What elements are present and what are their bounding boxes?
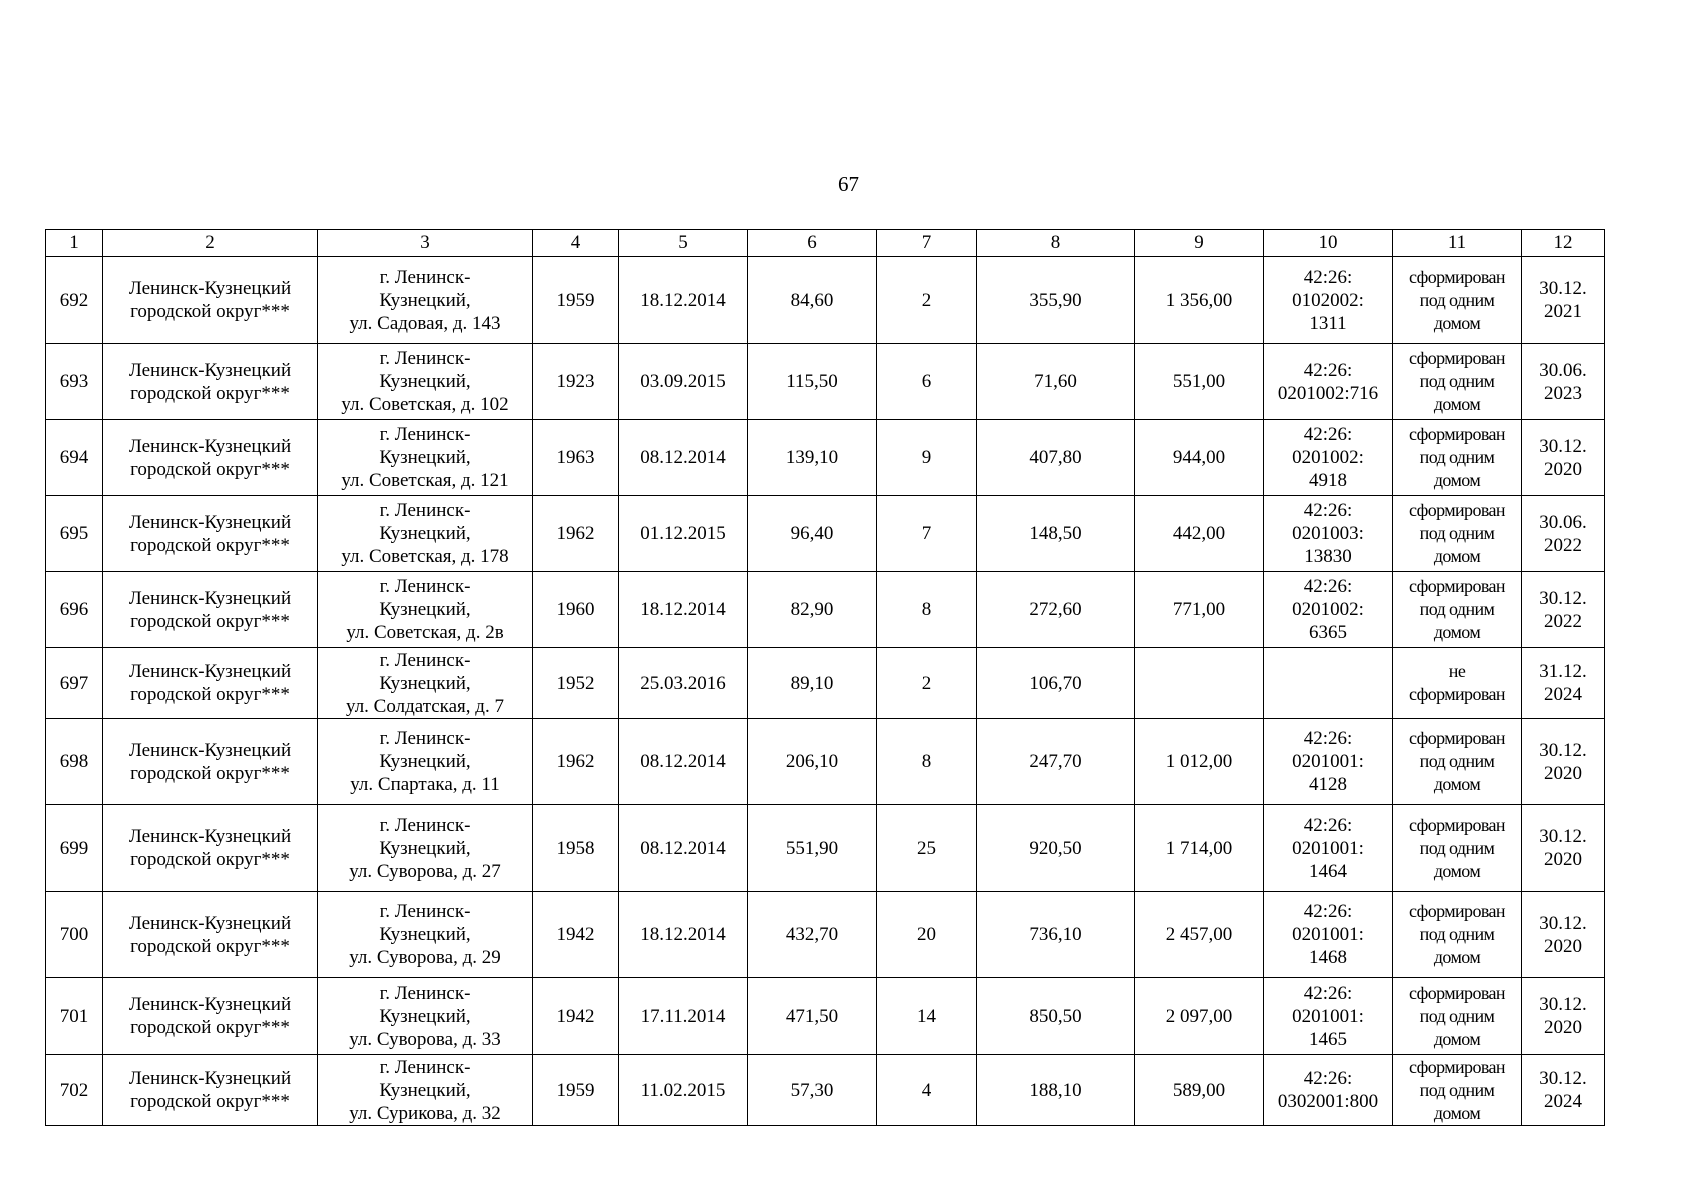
row-number-cell: 698 xyxy=(46,719,103,805)
column-8-cell: 188,10 xyxy=(977,1055,1135,1126)
column-6-cell: 84,60 xyxy=(748,257,877,344)
table-row xyxy=(46,496,1605,572)
municipality-cell-line: городской округ*** xyxy=(130,849,290,870)
land-status-cell xyxy=(1393,805,1522,892)
cadastral-number-cell xyxy=(1264,648,1393,719)
row-number-cell: 695 xyxy=(46,496,103,572)
land-status-cell-line: домом xyxy=(1433,312,1481,333)
cadastral-number-cell-line: 13830 xyxy=(1304,546,1352,567)
cadastral-number-cell-line: 42:26: xyxy=(1303,982,1353,1004)
address-cell-line: Кузнецкий, xyxy=(379,371,471,392)
year-cell: 1942 xyxy=(533,978,619,1055)
address-cell-line: г. Ленинск- xyxy=(379,576,471,597)
column-9-cell xyxy=(1135,648,1264,719)
land-status-cell-line: под одним xyxy=(1419,371,1495,391)
land-status-cell-line: сформирован xyxy=(1409,684,1505,704)
table-row xyxy=(46,978,1605,1055)
address-cell xyxy=(318,719,533,805)
address-cell xyxy=(318,257,533,344)
land-status-cell-line: домом xyxy=(1433,860,1481,881)
cadastral-number-cell xyxy=(1264,805,1393,892)
land-status-cell-line: сформирован xyxy=(1409,266,1505,287)
deadline-cell xyxy=(1522,1055,1605,1126)
column-9-cell: 1 714,00 xyxy=(1135,805,1264,892)
column-8-cell: 850,50 xyxy=(977,978,1135,1055)
address-cell-line: ул. Советская, д. 102 xyxy=(341,394,509,415)
column-7-cell: 6 xyxy=(877,344,977,420)
deadline-cell xyxy=(1522,719,1605,805)
cadastral-number-cell-line: 0201001: xyxy=(1292,751,1364,772)
date-cell: 03.09.2015 xyxy=(619,344,748,420)
municipality-cell xyxy=(103,1055,318,1126)
municipality-cell-line: Ленинск-Кузнецкий xyxy=(128,359,292,381)
table-body xyxy=(46,230,1605,1126)
deadline-cell-line: 30.12. xyxy=(1539,587,1587,609)
column-number-cell: 12 xyxy=(1522,230,1605,257)
land-status-cell-line: домом xyxy=(1433,546,1481,566)
municipality-cell-line: Ленинск-Кузнецкий xyxy=(128,511,292,533)
column-9-cell: 551,00 xyxy=(1135,344,1264,420)
column-7-cell: 7 xyxy=(877,496,977,572)
column-8-cell: 272,60 xyxy=(977,572,1135,648)
table-row xyxy=(46,892,1605,978)
land-status-cell-line: сформирован xyxy=(1409,728,1505,748)
land-status-cell-line: под одним xyxy=(1419,599,1495,619)
column-number-cell: 7 xyxy=(877,230,977,257)
municipality-cell xyxy=(103,257,318,344)
land-status-cell xyxy=(1393,648,1522,719)
municipality-cell xyxy=(103,572,318,648)
column-number-cell: 4 xyxy=(533,230,619,257)
municipality-cell xyxy=(103,892,318,978)
deadline-cell-line: 30.12. xyxy=(1539,739,1587,761)
column-6-cell: 115,50 xyxy=(748,344,877,420)
land-status-cell-line: сформирован xyxy=(1409,500,1505,520)
deadline-cell-line: 30.06. xyxy=(1539,511,1587,533)
address-cell xyxy=(318,648,533,719)
land-status-cell xyxy=(1393,257,1522,344)
cadastral-number-cell-line: 42:26: xyxy=(1303,359,1353,381)
date-cell: 08.12.2014 xyxy=(619,420,748,496)
column-number-cell: 2 xyxy=(103,230,318,257)
cadastral-number-cell-line: 1468 xyxy=(1309,947,1347,968)
row-number-cell: 699 xyxy=(46,805,103,892)
municipality-cell xyxy=(103,420,318,496)
land-status-cell-line: сформирован xyxy=(1409,982,1505,1003)
deadline-cell-line: 30.12. xyxy=(1539,826,1587,847)
land-status-cell-line: сформирован xyxy=(1409,424,1505,444)
column-7-cell: 20 xyxy=(877,892,977,978)
cadastral-number-cell xyxy=(1264,496,1393,572)
cadastral-number-cell-line: 1311 xyxy=(1309,312,1347,334)
date-cell: 18.12.2014 xyxy=(619,572,748,648)
cadastral-number-cell xyxy=(1264,257,1393,344)
column-7-cell: 2 xyxy=(877,648,977,719)
year-cell: 1963 xyxy=(533,420,619,496)
land-status-cell-line: домом xyxy=(1433,394,1481,414)
cadastral-number-cell-line: 42:26: xyxy=(1303,728,1353,749)
address-cell-line: Кузнецкий, xyxy=(379,672,471,694)
date-cell: 11.02.2015 xyxy=(619,1055,748,1126)
land-status-cell-line: под одним xyxy=(1419,1079,1495,1100)
cadastral-number-cell-line: 0201001: xyxy=(1292,924,1364,945)
deadline-cell-line: 30.12. xyxy=(1539,1068,1587,1089)
land-status-cell xyxy=(1393,892,1522,978)
address-cell xyxy=(318,572,533,648)
address-cell xyxy=(318,420,533,496)
address-cell xyxy=(318,805,533,892)
housing-register-table xyxy=(45,229,1605,1126)
deadline-cell xyxy=(1522,648,1605,719)
cadastral-number-cell-line: 0201002: xyxy=(1292,599,1364,620)
column-number-cell: 3 xyxy=(318,230,533,257)
address-cell xyxy=(318,1055,533,1126)
cadastral-number-cell xyxy=(1264,892,1393,978)
address-cell-line: ул. Солдатская, д. 7 xyxy=(346,695,504,717)
land-status-cell xyxy=(1393,1055,1522,1126)
municipality-cell-line: городской округ*** xyxy=(130,1017,290,1038)
column-number-cell: 6 xyxy=(748,230,877,257)
year-cell: 1960 xyxy=(533,572,619,648)
column-6-cell: 57,30 xyxy=(748,1055,877,1126)
land-status-cell-line: сформирован xyxy=(1409,348,1505,368)
column-8-cell: 148,50 xyxy=(977,496,1135,572)
deadline-cell-line: 2020 xyxy=(1544,458,1582,480)
cadastral-number-cell-line: 4918 xyxy=(1309,470,1347,491)
land-status-cell-line: сформирован xyxy=(1409,814,1505,835)
column-7-cell: 2 xyxy=(877,257,977,344)
address-cell-line: г. Ленинск- xyxy=(379,348,471,369)
date-cell: 08.12.2014 xyxy=(619,719,748,805)
cadastral-number-cell-line: 42:26: xyxy=(1303,1068,1353,1089)
municipality-cell-line: Ленинск-Кузнецкий xyxy=(128,994,292,1015)
column-9-cell: 2 457,00 xyxy=(1135,892,1264,978)
cadastral-number-cell-line: 4128 xyxy=(1309,774,1347,795)
cadastral-number-cell-line: 42:26: xyxy=(1303,814,1353,836)
column-9-cell: 1 012,00 xyxy=(1135,719,1264,805)
land-status-cell xyxy=(1393,420,1522,496)
deadline-cell xyxy=(1522,978,1605,1055)
column-number-cell: 1 xyxy=(46,230,103,257)
land-status-cell xyxy=(1393,344,1522,420)
address-cell xyxy=(318,892,533,978)
table-row xyxy=(46,257,1605,344)
date-cell: 18.12.2014 xyxy=(619,257,748,344)
cadastral-number-cell xyxy=(1264,420,1393,496)
column-number-cell: 8 xyxy=(977,230,1135,257)
row-number-cell: 702 xyxy=(46,1055,103,1126)
address-cell-line: г. Ленинск- xyxy=(379,728,471,749)
land-status-cell-line: под одним xyxy=(1419,523,1495,543)
address-cell-line: Кузнецкий, xyxy=(379,447,471,468)
address-cell-line: г. Ленинск- xyxy=(379,500,471,521)
land-status-cell-line: домом xyxy=(1433,1028,1481,1049)
deadline-cell xyxy=(1522,805,1605,892)
municipality-cell xyxy=(103,344,318,420)
column-number-cell: 9 xyxy=(1135,230,1264,257)
column-6-cell: 206,10 xyxy=(748,719,877,805)
municipality-cell-line: Ленинск-Кузнецкий xyxy=(128,912,292,934)
municipality-cell xyxy=(103,648,318,719)
column-9-cell: 589,00 xyxy=(1135,1055,1264,1126)
column-9-cell: 771,00 xyxy=(1135,572,1264,648)
municipality-cell-line: городской округ*** xyxy=(130,1091,290,1112)
column-8-cell: 736,10 xyxy=(977,892,1135,978)
year-cell: 1923 xyxy=(533,344,619,420)
municipality-cell-line: городской округ*** xyxy=(130,458,290,480)
cadastral-number-cell-line: 42:26: xyxy=(1303,424,1353,445)
row-number-cell: 696 xyxy=(46,572,103,648)
column-7-cell: 25 xyxy=(877,805,977,892)
address-cell-line: ул. Спартака, д. 11 xyxy=(350,774,500,795)
column-8-cell: 920,50 xyxy=(977,805,1135,892)
address-cell xyxy=(318,496,533,572)
row-number-cell: 692 xyxy=(46,257,103,344)
address-cell-line: Кузнецкий, xyxy=(379,837,471,859)
deadline-cell xyxy=(1522,344,1605,420)
column-6-cell: 551,90 xyxy=(748,805,877,892)
cadastral-number-cell-line: 42:26: xyxy=(1303,901,1353,922)
deadline-cell-line: 2021 xyxy=(1544,301,1582,322)
address-cell-line: Кузнецкий, xyxy=(379,599,471,620)
municipality-cell-line: городской округ*** xyxy=(130,301,290,322)
municipality-cell xyxy=(103,496,318,572)
year-cell: 1962 xyxy=(533,719,619,805)
cadastral-number-cell-line: 0201002: xyxy=(1292,447,1364,468)
cadastral-number-cell-line: 1465 xyxy=(1309,1028,1347,1050)
deadline-cell-line: 2020 xyxy=(1544,849,1582,870)
address-cell-line: г. Ленинск- xyxy=(379,1056,471,1078)
address-cell-line: г. Ленинск- xyxy=(379,982,471,1004)
cadastral-number-cell xyxy=(1264,978,1393,1055)
municipality-cell xyxy=(103,978,318,1055)
table-row xyxy=(46,420,1605,496)
land-status-cell-line: домом xyxy=(1433,622,1481,642)
cadastral-number-cell-line: 42:26: xyxy=(1303,576,1353,597)
deadline-cell xyxy=(1522,257,1605,344)
deadline-cell-line: 2020 xyxy=(1544,1017,1582,1038)
cadastral-number-cell xyxy=(1264,719,1393,805)
land-status-cell-line: под одним xyxy=(1419,447,1495,467)
address-cell-line: г. Ленинск- xyxy=(379,814,471,836)
deadline-cell xyxy=(1522,496,1605,572)
address-cell-line: Кузнецкий, xyxy=(379,751,471,772)
land-status-cell xyxy=(1393,978,1522,1055)
address-cell-line: г. Ленинск- xyxy=(379,424,471,445)
column-number-cell: 11 xyxy=(1393,230,1522,257)
address-cell-line: ул. Суворова, д. 29 xyxy=(349,947,501,968)
address-cell-line: Кузнецкий, xyxy=(379,1005,471,1027)
deadline-cell-line: 30.06. xyxy=(1539,359,1587,381)
column-7-cell: 8 xyxy=(877,719,977,805)
year-cell: 1942 xyxy=(533,892,619,978)
address-cell-line: г. Ленинск- xyxy=(379,266,471,288)
land-status-cell xyxy=(1393,496,1522,572)
cadastral-number-cell-line: 0201002:716 xyxy=(1277,382,1379,404)
column-7-cell: 8 xyxy=(877,572,977,648)
municipality-cell-line: Ленинск-Кузнецкий xyxy=(128,826,292,847)
column-6-cell: 139,10 xyxy=(748,420,877,496)
municipality-cell-line: Ленинск-Кузнецкий xyxy=(128,1068,292,1089)
address-cell-line: ул. Садовая, д. 143 xyxy=(349,312,501,334)
land-status-cell-line: под одним xyxy=(1419,751,1495,771)
cadastral-number-cell-line: 0201003: xyxy=(1292,523,1364,544)
column-8-cell: 407,80 xyxy=(977,420,1135,496)
land-status-cell-line: домом xyxy=(1433,774,1481,794)
municipality-cell xyxy=(103,719,318,805)
address-cell-line: ул. Советская, д. 2в xyxy=(346,622,504,643)
deadline-cell-line: 2022 xyxy=(1544,610,1582,632)
column-8-cell: 106,70 xyxy=(977,648,1135,719)
municipality-cell-line: Ленинск-Кузнецкий xyxy=(128,739,292,761)
year-cell: 1959 xyxy=(533,257,619,344)
cadastral-number-cell-line: 6365 xyxy=(1309,622,1347,643)
cadastral-number-cell xyxy=(1264,572,1393,648)
column-8-cell: 247,70 xyxy=(977,719,1135,805)
column-9-cell: 442,00 xyxy=(1135,496,1264,572)
municipality-cell-line: Ленинск-Кузнецкий xyxy=(128,587,292,609)
row-number-cell: 693 xyxy=(46,344,103,420)
land-status-cell-line: под одним xyxy=(1419,1005,1495,1026)
column-number-row xyxy=(46,230,1605,257)
year-cell: 1959 xyxy=(533,1055,619,1126)
address-cell-line: ул. Советская, д. 121 xyxy=(341,470,509,491)
column-8-cell: 71,60 xyxy=(977,344,1135,420)
land-status-cell xyxy=(1393,719,1522,805)
address-cell-line: Кузнецкий, xyxy=(379,523,471,544)
row-number-cell: 694 xyxy=(46,420,103,496)
table-row xyxy=(46,805,1605,892)
address-cell-line: ул. Суворова, д. 27 xyxy=(349,860,501,882)
land-status-cell-line: сформирован xyxy=(1409,576,1505,596)
column-6-cell: 89,10 xyxy=(748,648,877,719)
row-number-cell: 700 xyxy=(46,892,103,978)
address-cell-line: г. Ленинск- xyxy=(379,901,471,922)
column-number-cell: 10 xyxy=(1264,230,1393,257)
cadastral-number-cell-line: 42:26: xyxy=(1303,500,1353,521)
date-cell: 01.12.2015 xyxy=(619,496,748,572)
address-cell-line: Кузнецкий, xyxy=(379,289,471,311)
date-cell: 08.12.2014 xyxy=(619,805,748,892)
deadline-cell-line: 31.12. xyxy=(1539,661,1587,682)
address-cell-line: ул. Советская, д. 178 xyxy=(341,546,509,567)
address-cell-line: Кузнецкий, xyxy=(379,924,471,945)
address-cell xyxy=(318,344,533,420)
cadastral-number-cell xyxy=(1264,1055,1393,1126)
column-7-cell: 4 xyxy=(877,1055,977,1126)
cadastral-number-cell-line: 1464 xyxy=(1309,860,1347,882)
deadline-cell-line: 30.12. xyxy=(1539,994,1587,1015)
table-row xyxy=(46,1055,1605,1126)
deadline-cell-line: 30.12. xyxy=(1539,435,1587,457)
cadastral-number-cell-line: 0302001:800 xyxy=(1277,1091,1379,1112)
deadline-cell xyxy=(1522,572,1605,648)
land-status-cell-line: сформирован xyxy=(1409,1056,1505,1077)
cadastral-number-cell-line: 42:26: xyxy=(1303,266,1353,288)
column-7-cell: 9 xyxy=(877,420,977,496)
land-status-cell xyxy=(1393,572,1522,648)
deadline-cell-line: 30.12. xyxy=(1539,278,1587,299)
column-6-cell: 96,40 xyxy=(748,496,877,572)
municipality-cell xyxy=(103,805,318,892)
municipality-cell-line: городской округ*** xyxy=(130,762,290,784)
date-cell: 25.03.2016 xyxy=(619,648,748,719)
year-cell: 1958 xyxy=(533,805,619,892)
page-number: 67 xyxy=(838,172,859,196)
land-status-cell-line: домом xyxy=(1433,1102,1481,1123)
land-status-cell-line: сформирован xyxy=(1409,901,1505,921)
column-9-cell: 944,00 xyxy=(1135,420,1264,496)
column-6-cell: 471,50 xyxy=(748,978,877,1055)
land-status-cell-line: под одним xyxy=(1419,289,1495,310)
address-cell xyxy=(318,978,533,1055)
municipality-cell-line: городской округ*** xyxy=(130,935,290,957)
address-cell-line: Кузнецкий, xyxy=(379,1079,471,1101)
address-cell-line: ул. Сурикова, д. 32 xyxy=(349,1102,501,1124)
deadline-cell-line: 2020 xyxy=(1544,762,1582,784)
year-cell: 1952 xyxy=(533,648,619,719)
address-cell-line: ул. Суворова, д. 33 xyxy=(349,1028,501,1050)
column-number-cell: 5 xyxy=(619,230,748,257)
municipality-cell-line: городской округ*** xyxy=(130,684,290,705)
municipality-cell-line: Ленинск-Кузнецкий xyxy=(128,661,292,682)
table-row xyxy=(46,648,1605,719)
column-8-cell: 355,90 xyxy=(977,257,1135,344)
column-9-cell: 1 356,00 xyxy=(1135,257,1264,344)
column-6-cell: 432,70 xyxy=(748,892,877,978)
land-status-cell-line: домом xyxy=(1433,470,1481,490)
municipality-cell-line: Ленинск-Кузнецкий xyxy=(128,278,292,299)
year-cell: 1962 xyxy=(533,496,619,572)
municipality-cell-line: городской округ*** xyxy=(130,610,290,632)
column-6-cell: 82,90 xyxy=(748,572,877,648)
land-status-cell-line: под одним xyxy=(1419,837,1495,858)
cadastral-number-cell-line: 0102002: xyxy=(1292,289,1364,311)
date-cell: 17.11.2014 xyxy=(619,978,748,1055)
deadline-cell-line: 2020 xyxy=(1544,935,1582,957)
table-row xyxy=(46,572,1605,648)
land-status-cell-line: под одним xyxy=(1419,924,1495,944)
column-7-cell: 14 xyxy=(877,978,977,1055)
deadline-cell-line: 2024 xyxy=(1544,1091,1582,1112)
row-number-cell: 697 xyxy=(46,648,103,719)
municipality-cell-line: Ленинск-Кузнецкий xyxy=(128,435,292,457)
land-status-cell-line: домом xyxy=(1433,947,1481,967)
table-row xyxy=(46,719,1605,805)
cadastral-number-cell-line: 0201001: xyxy=(1292,1005,1364,1027)
municipality-cell-line: городской округ*** xyxy=(130,382,290,404)
table-row xyxy=(46,344,1605,420)
deadline-cell xyxy=(1522,892,1605,978)
date-cell: 18.12.2014 xyxy=(619,892,748,978)
deadline-cell xyxy=(1522,420,1605,496)
deadline-cell-line: 2022 xyxy=(1544,534,1582,556)
deadline-cell-line: 2023 xyxy=(1544,382,1582,404)
row-number-cell: 701 xyxy=(46,978,103,1055)
deadline-cell-line: 2024 xyxy=(1544,684,1582,705)
cadastral-number-cell xyxy=(1264,344,1393,420)
deadline-cell-line: 30.12. xyxy=(1539,912,1587,934)
municipality-cell-line: городской округ*** xyxy=(130,534,290,556)
land-status-cell-line: не xyxy=(1448,661,1466,681)
column-9-cell: 2 097,00 xyxy=(1135,978,1264,1055)
cadastral-number-cell-line: 0201001: xyxy=(1292,837,1364,859)
address-cell-line: г. Ленинск- xyxy=(379,649,471,671)
